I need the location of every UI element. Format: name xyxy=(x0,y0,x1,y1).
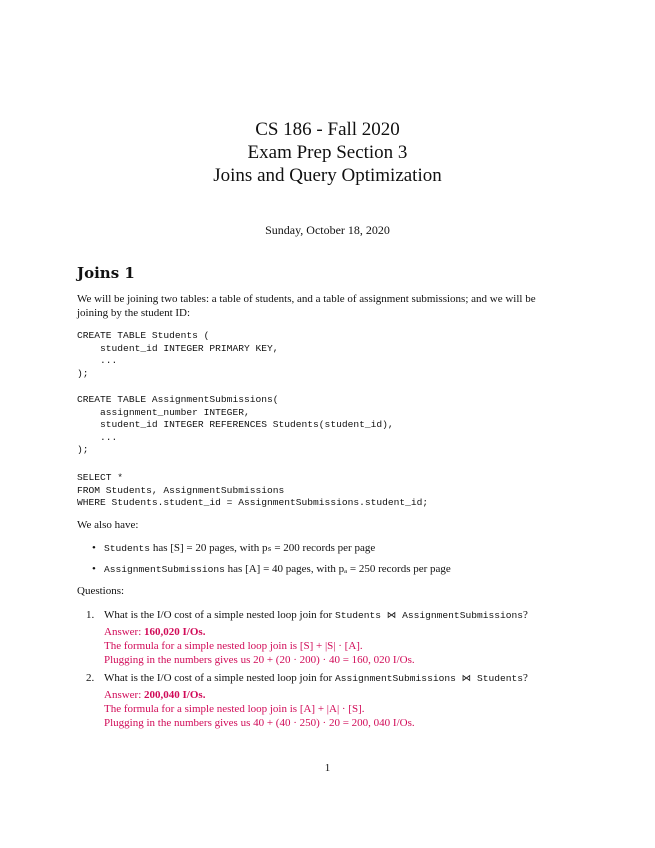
code-line: student_id INTEGER REFERENCES Students(student_id), xyxy=(77,419,394,431)
answer-value: 160,020 I/Os. xyxy=(144,626,206,638)
question-prefix: What is the I/O cost of a simple nested loop join for xyxy=(104,609,335,621)
page-number: 1 xyxy=(324,762,331,774)
question-prefix: What is the I/O cost of a simple nested loop join for xyxy=(104,672,335,684)
answer-plugging: Plugging in the numbers gives us 40 + (40 · 250) · 20 = 200, 040 I/Os. xyxy=(104,717,415,729)
question-suffix: ? xyxy=(523,672,528,684)
bullet-text: has [S] = 20 pages, with pₛ = 200 records per page xyxy=(150,542,376,554)
table-name: AssignmentSubmissions xyxy=(104,564,225,575)
code-select-query xyxy=(77,472,428,510)
answer-label: Answer: xyxy=(104,626,142,638)
question-number: 2. xyxy=(86,672,95,684)
question-number: 1. xyxy=(86,609,95,621)
code-line: WHERE Students.student_id = AssignmentSubmissions.student_id; xyxy=(77,497,429,509)
code-line: student_id INTEGER PRIMARY KEY, xyxy=(77,342,279,354)
document-title xyxy=(0,118,655,187)
intro-line: joining by the student ID: xyxy=(77,307,191,319)
code-line: ... xyxy=(77,355,118,367)
section-heading: Joins 1 xyxy=(77,264,135,282)
code-create-students xyxy=(77,330,279,380)
intro-line: We will be joining two tables: a table of students, and a table of assignment submissions; and we will be xyxy=(77,293,536,305)
question-text xyxy=(104,608,528,623)
answer-formula: The formula for a simple nested loop join is [A] + |A| · [S]. xyxy=(104,703,365,715)
title-course: CS 186 - Fall 2020 xyxy=(255,119,400,140)
answer-label: Answer: xyxy=(104,689,142,701)
title-topic: Joins and Query Optimization xyxy=(213,165,442,186)
answer-value: 200,040 I/Os. xyxy=(144,689,206,701)
bullet-icon: • xyxy=(92,563,96,575)
question-suffix: ? xyxy=(523,609,528,621)
answer-plugging: Plugging in the numbers gives us 20 + (20 · 200) · 40 = 160, 020 I/Os. xyxy=(104,654,415,666)
join-expression: Students ⋈ AssignmentSubmissions xyxy=(334,610,524,621)
bullet-text: has [A] = 40 pages, with pₐ = 250 records per page xyxy=(224,563,451,575)
code-line: ); xyxy=(77,367,89,379)
answer-1 xyxy=(104,625,415,667)
title-section: Exam Prep Section 3 xyxy=(247,142,408,163)
document-date: Sunday, October 18, 2020 xyxy=(265,223,390,237)
answer-line xyxy=(104,688,415,702)
code-line: ... xyxy=(77,431,118,443)
questions-label: Questions: xyxy=(77,585,125,597)
answer-formula: The formula for a simple nested loop join is [S] + |S| · [A]. xyxy=(104,640,363,652)
code-create-submissions xyxy=(77,394,394,457)
code-line: ); xyxy=(77,444,89,456)
question-text xyxy=(104,671,528,686)
code-line: CREATE TABLE AssignmentSubmissions( xyxy=(77,394,279,405)
bullet-icon: • xyxy=(92,542,96,554)
join-expression: AssignmentSubmissions ⋈ Students xyxy=(334,673,524,684)
intro-paragraph xyxy=(77,292,577,320)
code-line: assignment_number INTEGER, xyxy=(77,406,250,418)
code-line: FROM Students, AssignmentSubmissions xyxy=(77,484,285,496)
answer-2 xyxy=(104,688,415,730)
bullet-list xyxy=(92,541,451,583)
table-name: Students xyxy=(104,543,151,554)
code-line: CREATE TABLE Students ( xyxy=(77,330,210,341)
bullet-item xyxy=(92,541,451,562)
we-also-have: We also have: xyxy=(77,519,139,531)
code-line: SELECT * xyxy=(77,472,124,483)
bullet-item xyxy=(92,562,451,583)
answer-line xyxy=(104,625,415,639)
